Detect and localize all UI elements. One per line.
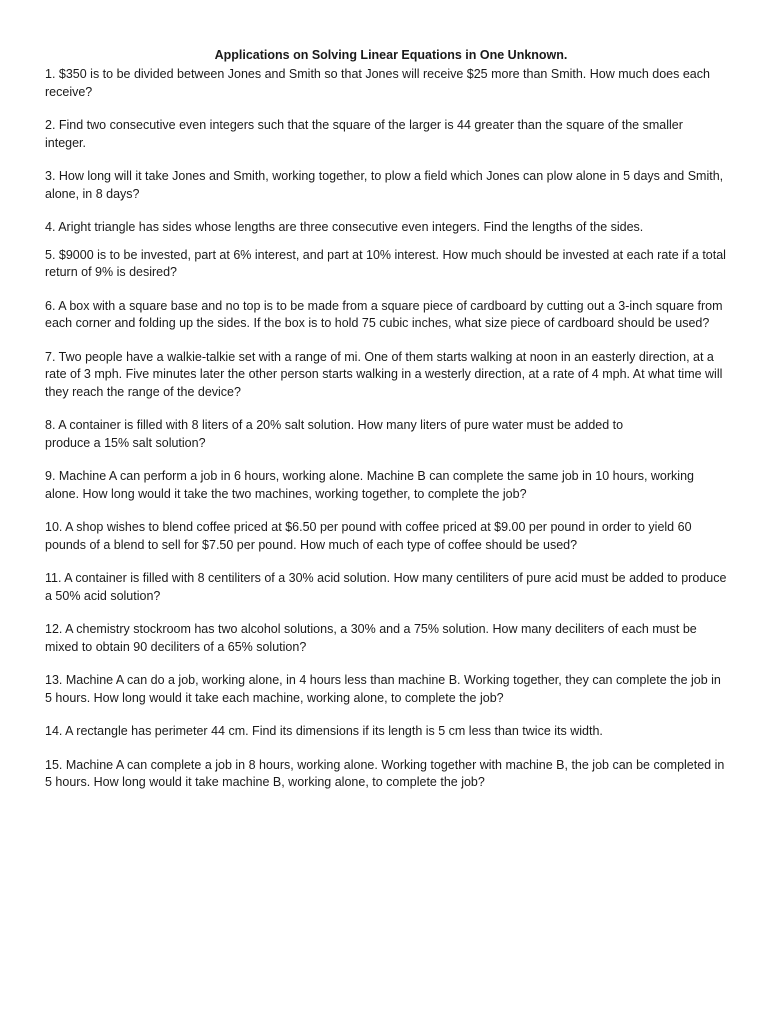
problem-4: 4. Aright triangle has sides whose lengths are three consecutive even integers. Find the lengths of the sides. bbox=[45, 220, 644, 234]
problem-3: 3. How long will it take Jones and Smith, working together, to plow a field which Jones can plow alone in 5 days and Smith, alone, in 8 days? bbox=[45, 169, 724, 201]
problem-14: 14. A rectangle has perimeter 44 cm. Find its dimensions if its length is 5 cm less than twice its width. bbox=[45, 724, 603, 738]
problem-10: 10. A shop wishes to blend coffee priced at $6.50 per pound with coffee priced at $9.00 per pound in order to yield 60 pounds of a blend to sell for $7.50 per pound. How much of each type of coffee should be used? bbox=[45, 520, 692, 552]
worksheet-title: Applications on Solving Linear Equations in One Unknown. bbox=[214, 48, 568, 62]
problem-5: 5. $9000 is to be invested, part at 6% interest, and part at 10% interest. How much should be invested at each rate if a total return of 9% is desired? bbox=[45, 247, 726, 279]
problem-11: 11. A container is filled with 8 centiliters of a 30% acid solution. How many centiliters of pure acid must be added to produce a 50% acid solution? bbox=[45, 571, 727, 603]
problem-13: 13. Machine A can do a job, working alone, in 4 hours less than machine B. Working together, they can complete the job in 5 hours. How long would it take each machine, working alone, to complete the job? bbox=[45, 673, 721, 705]
problem-2: 2. Find two consecutive even integers such that the square of the larger is 44 greater than the square of the smaller integer. bbox=[45, 118, 683, 150]
problem-8: 8. A container is filled with 8 liters of a 20% salt solution. How many liters of pure water must be added to produce a 15% salt solution? bbox=[45, 418, 624, 450]
problem-1: 1. $350 is to be divided between Jones and Smith so that Jones will receive $25 more than Smith. How much does each receive? bbox=[45, 67, 710, 99]
problem-15: 15. Machine A can complete a job in 8 hours, working alone. Working together with machine B, the job can be completed in 5 hours. How long would it take machine B, working alone, to complete the job? bbox=[45, 757, 725, 789]
problem-12: 12. A chemistry stockroom has two alcohol solutions, a 30% and a 75% solution. How many deciliters of each must be mixed to obtain 90 deciliters of a 65% solution? bbox=[45, 622, 697, 654]
problem-6: 6. A box with a square base and no top is to be made from a square piece of cardboard by cutting out a 3-inch square from each corner and folding up the sides. If the box is to hold 75 cubic inches, what size piece of cardboard should be used? bbox=[45, 298, 723, 330]
problem-9: 9. Machine A can perform a job in 6 hours, working alone. Machine B can complete the same job in 10 hours, working alone. How long would it take the two machines, working together, to complete the job? bbox=[45, 469, 694, 501]
worksheet-page bbox=[45, 47, 727, 808]
problem-7: 7. Two people have a walkie-talkie set with a range of mi. One of them starts walking at noon in an easterly direction, at a rate of 3 mph. Five minutes later the other person starts walking in a westerly direction, at a rate of 4 mph. At what time will they reach the range of the device? bbox=[45, 349, 723, 399]
